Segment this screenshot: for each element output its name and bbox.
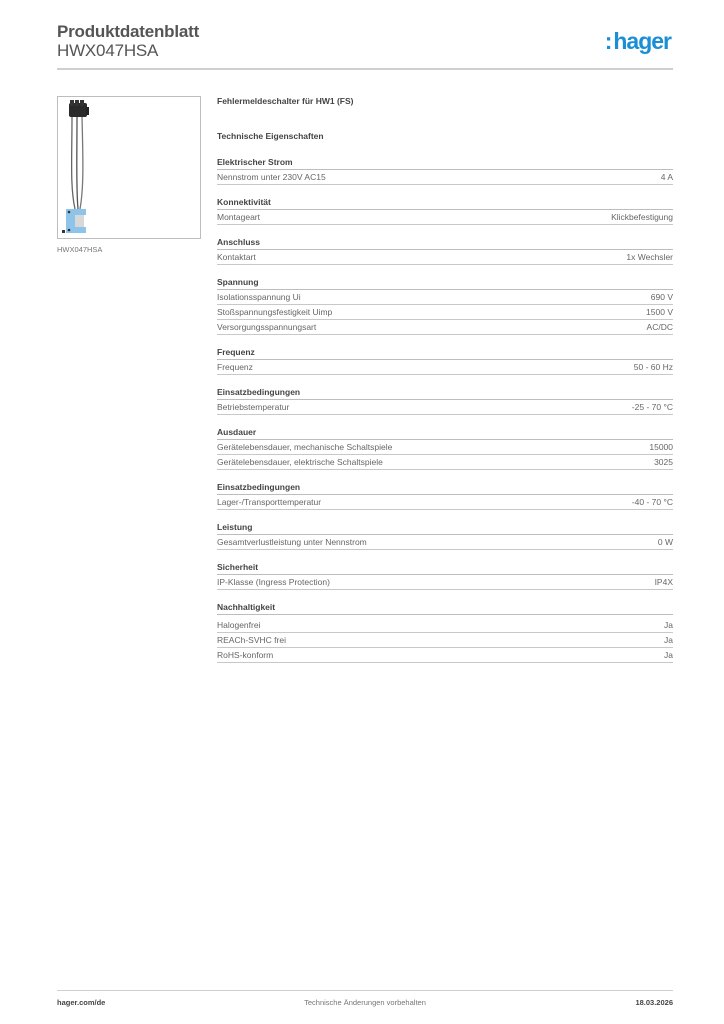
spec-value: 50 - 60 Hz: [633, 362, 673, 372]
spec-label: Gerätelebensdauer, mechanische Schaltspiele: [217, 442, 393, 452]
spec-row: [217, 290, 673, 305]
group-title: Konnektivität: [217, 196, 673, 210]
section-title: Technische Eigenschaften: [217, 131, 324, 141]
spec-label: Halogenfrei: [217, 620, 261, 630]
group-anschluss: [217, 236, 673, 265]
spec-label: Frequenz: [217, 362, 253, 372]
spec-value: 15000: [649, 442, 673, 452]
group-ausdauer: [217, 426, 673, 470]
spec-row: [217, 648, 673, 663]
group-title: Spannung: [217, 276, 673, 290]
spec-value: 4 A: [660, 172, 673, 182]
spec-row: [217, 400, 673, 415]
spec-value: 3025: [654, 457, 673, 467]
page-header: [57, 20, 673, 70]
group-title: Ausdauer: [217, 426, 673, 440]
spec-row: [217, 575, 673, 590]
spec-value: 0 W: [657, 537, 673, 547]
group-sicherheit: [217, 561, 673, 590]
spec-label: Betriebstemperatur: [217, 402, 290, 412]
footer-website-link[interactable]: hager.com/de: [57, 998, 106, 1007]
spec-value: 690 V: [650, 292, 673, 302]
spec-value: AC/DC: [646, 322, 673, 332]
spec-label: Kontaktart: [217, 252, 256, 262]
product-image: [57, 96, 201, 239]
spec-value: Klickbefestigung: [611, 212, 673, 222]
group-nachhaltigkeit: [217, 601, 673, 663]
group-title: Nachhaltigkeit: [217, 601, 673, 615]
group-title: Frequenz: [217, 346, 673, 360]
spec-row: [217, 633, 673, 648]
spec-value: 1x Wechsler: [626, 252, 673, 262]
spec-label: Montageart: [217, 212, 260, 222]
product-photo-icon: [58, 97, 200, 238]
spec-row: [217, 495, 673, 510]
spec-value: IP4X: [654, 577, 673, 587]
spec-label: Nennstrom unter 230V AC15: [217, 172, 326, 182]
group-title: Elektrischer Strom: [217, 156, 673, 170]
group-frequenz: [217, 346, 673, 375]
spec-row: [217, 305, 673, 320]
product-name: Fehlermeldeschalter für HW1 (FS): [217, 96, 354, 106]
group-einsatzbedingungen: [217, 386, 673, 415]
group-title: Einsatzbedingungen: [217, 481, 673, 495]
group-title: Anschluss: [217, 236, 673, 250]
spec-value: Ja: [664, 635, 673, 645]
spec-row: [217, 170, 673, 185]
spec-value: 1500 V: [646, 307, 673, 317]
spec-label: Gerätelebensdauer, elektrische Schaltspiele: [217, 457, 383, 467]
spec-label: Versorgungsspannungsart: [217, 322, 317, 332]
group-elektrischer-strom: [217, 156, 673, 185]
spec-row: [217, 320, 673, 335]
spec-label: REACh-SVHC frei: [217, 635, 286, 645]
spec-row: [217, 535, 673, 550]
header-divider: [57, 68, 673, 70]
spec-row: [217, 440, 673, 455]
group-title: Leistung: [217, 521, 673, 535]
spec-label: IP-Klasse (Ingress Protection): [217, 577, 330, 587]
spec-value: -40 - 70 °C: [631, 497, 673, 507]
spec-value: Ja: [664, 650, 673, 660]
spec-value: -25 - 70 °C: [631, 402, 673, 412]
group-konnektivitaet: [217, 196, 673, 225]
spec-row: [217, 455, 673, 470]
group-title: Sicherheit: [217, 561, 673, 575]
spec-label: Isolationsspannung Ui: [217, 292, 301, 302]
document-title: Produktdatenblatt: [57, 22, 200, 41]
spec-label: Stoßspannungsfestigkeit Uimp: [217, 307, 333, 317]
spec-row: [217, 618, 673, 633]
spec-label: Gesamtverlustleistung unter Nennstrom: [217, 537, 367, 547]
article-number: HWX047HSA: [57, 41, 159, 60]
spec-row: [217, 360, 673, 375]
product-image-caption: HWX047HSA: [57, 245, 103, 254]
footer-divider: [57, 990, 673, 991]
logo-text: hager: [613, 28, 671, 54]
group-leistung: [217, 521, 673, 550]
group-einsatzbedingungen-lager: [217, 481, 673, 510]
group-spannung: [217, 276, 673, 335]
group-title: Einsatzbedingungen: [217, 386, 673, 400]
footer-disclaimer: Technische Änderungen vorbehalten: [304, 998, 426, 1007]
footer-date: 18.03.2026: [635, 998, 673, 1007]
spec-value: Ja: [664, 620, 673, 630]
technical-data: [217, 96, 673, 663]
spec-row: [217, 210, 673, 225]
spec-row: [217, 250, 673, 265]
hager-logo: :hager: [604, 28, 671, 54]
spec-label: RoHS-konform: [217, 650, 274, 660]
spec-label: Lager-/Transporttemperatur: [217, 497, 322, 507]
